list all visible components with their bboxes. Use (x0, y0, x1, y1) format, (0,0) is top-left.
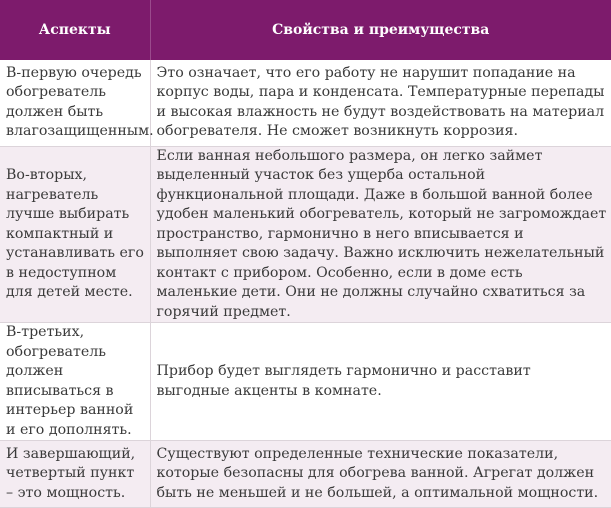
benefit-cell: Если ванная небольшого размера, он легко займет выделенный участок без ущерба остальной функциональной площади. Даже в большой ванной более удобен маленький обогреватель, который не загромождает пространство, гармонично в него вписывается и выполняет свою задачу. Важно исключить нежелательный контакт с прибором. Особенно, если в доме есть маленькие дети. Они не должны случайно схватиться за горячий предмет. (150, 146, 611, 323)
benefit-cell: Существуют определенные технические показатели, которые безопасны для обогрева ванной. Агрегат должен быть не меньшей и не большей, а оптимальной мощности. (150, 441, 611, 508)
table-row (0, 323, 611, 441)
table-body (0, 60, 611, 508)
aspect-cell: И завершающий, четвертый пункт – это мощность. (0, 441, 150, 508)
aspect-cell: В-третьих, обогреватель должен вписываться в интерьер ванной и его дополнять. (0, 323, 150, 441)
aspect-cell: В-первую очередь обогреватель должен быть влагозащищенным. (0, 60, 150, 146)
table-row (0, 146, 611, 323)
header-aspects: Аспекты (0, 0, 150, 60)
benefit-cell: Это означает, что его работу не нарушит попадание на корпус воды, пара и конденсата. Температурные перепады и высокая влажность не будут воздействовать на материал обогревателя. Не сможет возникнуть коррозия. (150, 60, 611, 146)
table-header (0, 0, 611, 60)
table-row (0, 441, 611, 508)
aspect-cell: Во-вторых, нагреватель лучше выбирать компактный и устанавливать его в недоступном для детей месте. (0, 146, 150, 323)
benefit-cell: Прибор будет выглядеть гармонично и расставит выгодные акценты в комнате. (150, 323, 611, 441)
table-row (0, 60, 611, 146)
header-properties: Свойства и преимущества (150, 0, 611, 60)
header-row (0, 0, 611, 60)
